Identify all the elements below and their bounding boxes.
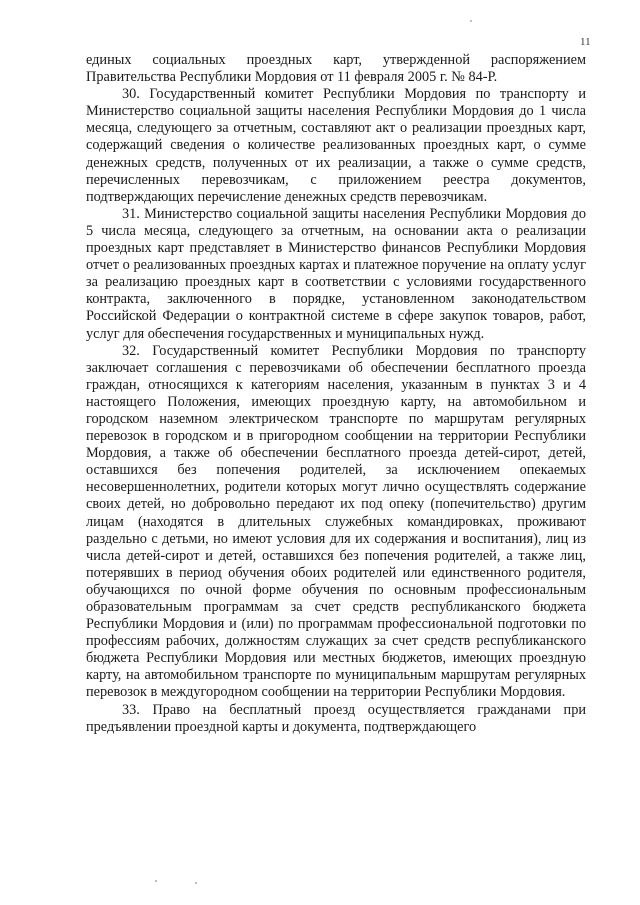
paragraph-32: 32. Государственный комитет Республики Мордовия по транспорту заключает соглашения с перевозчиками об обеспечении бесплатного проезда граждан, относящихся к категориям населения, указанным в пунктах 3 и 4 настоящего Положения, имеющих проездную карту, на автомобильном и городском наземном электрическом транспорте по маршрутам регулярных перевозок в городском и в пригородном сообщении на территории Республики Мордовия, а также об обеспечении бесплатного проезда детей-сирот, детей, оставшихся без попечения родителей, за исключением опекаемых несовершеннолетних, родители которых могут лично осуществлять содержание своих детей, но добровольно передают их под опеку (попечительство) другим лицам (находятся в длительных служебных командировках, проживают раздельно с детьми, но имеют условия для их содержания и воспитания), лиц из числа детей-сирот и детей, оставшихся без попечения родителей, а также лиц, потерявших в период обучения обоих родителей или единственного родителя, обучающихся по очной форме обучения по основным профессиональным образовательным программам за счет средств республиканского бюджета Республики Мордовия и (или) по программам профессиональной подготовки по профессиям рабочих, должностям служащих за счет средств республиканского бюджета Республики Мордовия или местных бюджетов, имеющих проездную карту, на автомобильном транспорте по муниципальным маршрутам регулярных перевозок в междугородном сообщении на территории Республики Мордовия. [86, 342, 586, 701]
document-body [86, 52, 586, 736]
paragraph-31: 31. Министерство социальной защиты населения Республики Мордовия до 5 числа месяца, следующего за отчетным, на основании акта о реализации проездных карт представляет в Министерство финансов Республики Мордовия отчет о реализованных проездных картах и платежное поручение на оплату услуг за реализацию проездных карт в соответствии с условиями государственного контракта, заключенного в порядке, установленном законодательством Российской Федерации о контрактной системе в сфере закупок товаров, работ, услуг для обеспечения государственных и муниципальных нужд. [86, 205, 586, 342]
scan-speck [470, 20, 472, 22]
paragraph-continuation: единых социальных проездных карт, утвержденной распоряжением Правительства Республики Мордовия от 11 февраля 2005 г. № 84-Р. [86, 52, 586, 86]
scan-speck [195, 882, 197, 884]
paragraph-33: 33. Право на бесплатный проезд осуществляется гражданами при предъявлении проездной карты и документа, подтверждающего [86, 701, 586, 735]
scan-speck [155, 880, 157, 882]
page-number: 11 [580, 36, 591, 48]
paragraph-30: 30. Государственный комитет Республики Мордовия по транспорту и Министерство социальной защиты населения Республики Мордовия до 1 числа месяца, следующего за отчетным, составляют акт о реализации проездных карт, содержащий сведения о количестве реализованных проездных карт, о сумме денежных средств, полученных от их реализации, а также о сумме средств, перечисленных перевозчикам, с приложением реестра документов, подтверждающих перечисление денежных средств перевозчикам. [86, 86, 586, 205]
